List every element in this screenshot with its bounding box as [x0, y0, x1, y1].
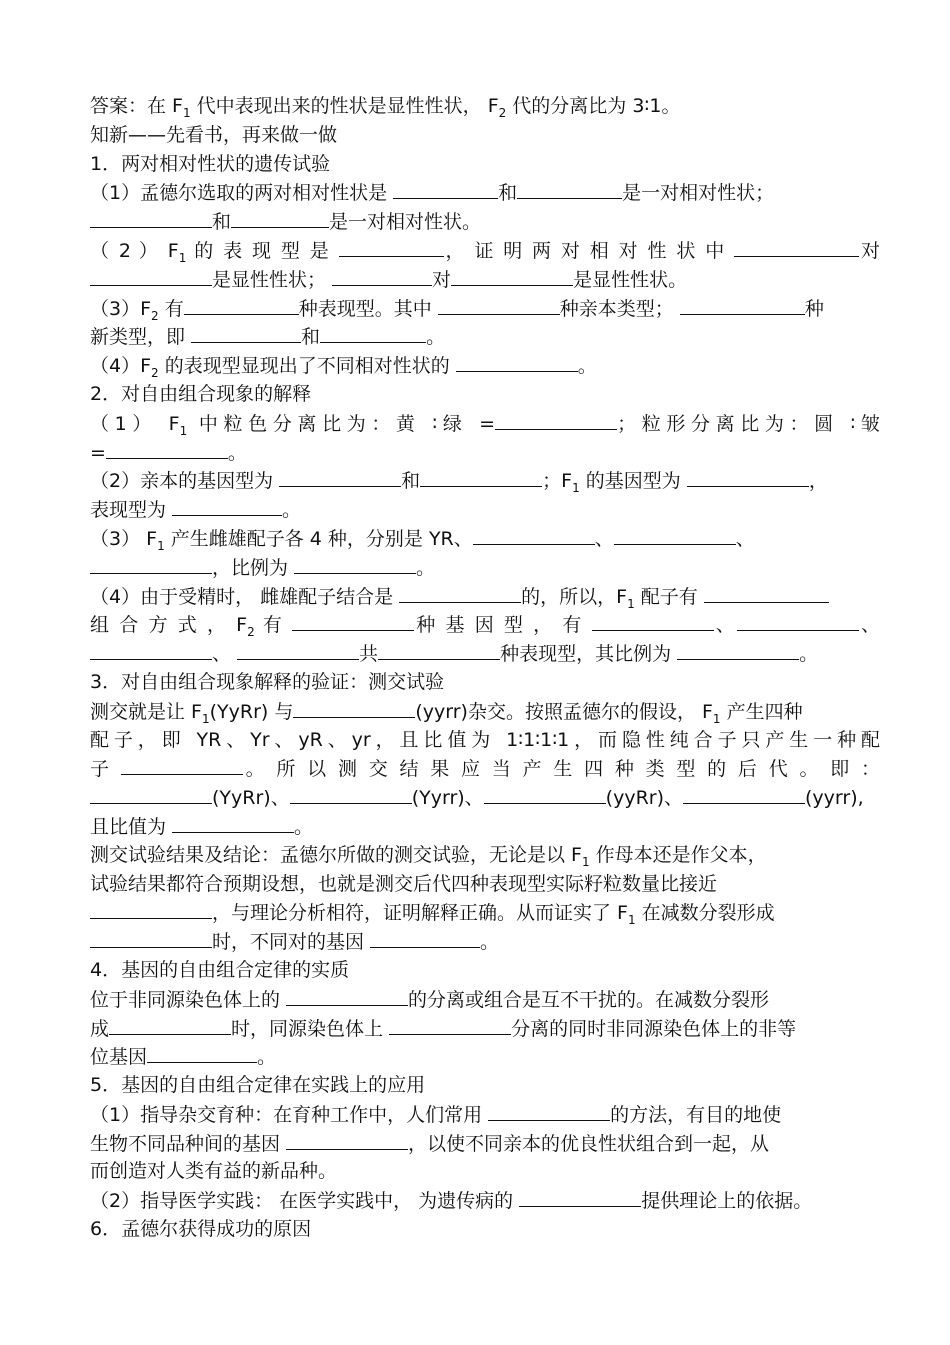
text-segment: ，比例为 — [212, 556, 295, 579]
text-segment: 、 — [212, 643, 238, 666]
text-segment: 测交就是让 F — [90, 700, 202, 723]
subscript: 1 — [182, 105, 191, 120]
text-segment: 分离的同时非同源染色体上的非等 — [511, 1017, 797, 1040]
text-segment: 时，不同对的基因 — [212, 931, 371, 954]
blank-field[interactable] — [393, 178, 498, 199]
text-segment: 有 — [254, 614, 293, 637]
blank-field[interactable] — [734, 236, 859, 257]
text-segment: （1）指导杂交育种：在育种工作中，人们常用 — [90, 1103, 489, 1126]
text-line — [90, 812, 880, 841]
text-line — [90, 380, 880, 409]
blank-field[interactable] — [704, 582, 829, 603]
text-segment: 的方法，有目的地使 — [610, 1103, 782, 1126]
subscript: 1 — [201, 711, 210, 726]
text-segment: 种 基 因 型 ， 有 — [414, 614, 592, 637]
text-segment: 组 合 方 式 ， F — [90, 614, 248, 637]
text-line — [90, 553, 880, 582]
blank-field[interactable] — [292, 610, 414, 631]
text-line — [90, 178, 880, 207]
text-segment: (YyRr)、 — [212, 787, 290, 810]
blank-field[interactable] — [231, 207, 329, 228]
subscript: 1 — [179, 423, 188, 438]
text-line — [90, 754, 880, 783]
blank-field[interactable] — [191, 322, 301, 343]
text-segment: (yyrr), — [805, 787, 864, 810]
text-line — [90, 92, 880, 121]
text-segment: 。 — [577, 355, 597, 378]
text-segment: ，与理论分析相符，证明解释正确。从而证实了 F — [212, 902, 628, 925]
blank-field[interactable] — [378, 639, 500, 660]
text-segment: 新类型，即 — [90, 326, 192, 349]
text-segment: 时，同源染色体上 — [231, 1017, 390, 1040]
blank-field[interactable] — [389, 1014, 511, 1035]
text-line — [90, 1014, 880, 1043]
subscript: 1 — [712, 711, 721, 726]
subscript: 1 — [581, 854, 590, 869]
text-segment: 产生雌雄配子各 4 种，分别是 YR、 — [164, 527, 473, 550]
text-line — [90, 466, 880, 495]
text-segment: 4．基因的自由组合定律的实质 — [90, 958, 350, 981]
text-segment: （4）F — [90, 355, 152, 378]
text-segment: 成 — [90, 1017, 110, 1040]
text-segment: 的 表 现 型 是 — [186, 239, 339, 262]
text-segment: （1）孟德尔选取的两对相对性状是 — [90, 182, 394, 205]
text-segment: = — [90, 441, 106, 464]
text-segment: 、 — [594, 527, 614, 550]
text-segment: 。 — [282, 499, 302, 522]
text-segment: ；粒形分离比为：圆 ∶皱 — [617, 412, 880, 435]
text-line — [90, 121, 880, 150]
text-segment: （4）由于受精时， 雌雄配子结合是 — [90, 585, 400, 608]
text-segment: 、 — [858, 614, 880, 637]
text-segment: 测交试验结果及结论：孟德尔所做的测交试验，无论是以 F — [90, 843, 582, 866]
text-segment: 2．对自由组合现象的解释 — [90, 382, 312, 405]
blank-field[interactable] — [90, 553, 212, 574]
text-line — [90, 985, 880, 1014]
subscript: 2 — [498, 105, 507, 120]
text-segment: (yyRr)、 — [605, 787, 683, 810]
text-segment: 代中表现出来的性状是显性性状， F — [190, 95, 499, 117]
text-segment: （3） F — [90, 527, 158, 550]
text-segment: 种 — [804, 297, 824, 320]
text-segment: （1） F — [90, 412, 180, 435]
blank-field[interactable] — [420, 466, 542, 487]
blank-field[interactable] — [290, 783, 412, 804]
subscript: 1 — [157, 538, 165, 553]
blank-field[interactable] — [473, 524, 595, 545]
text-line — [90, 870, 880, 899]
blank-field[interactable] — [90, 639, 212, 660]
blank-field[interactable] — [90, 207, 212, 228]
text-segment: （3）F — [90, 297, 152, 320]
text-segment: 表现型为 — [90, 499, 173, 522]
text-segment: 。 — [480, 931, 500, 954]
text-line — [90, 668, 880, 697]
text-line — [90, 956, 880, 985]
text-line — [90, 1071, 880, 1100]
text-segment: 。 — [416, 556, 436, 579]
text-segment: 对 — [432, 268, 452, 291]
text-line — [90, 726, 880, 755]
text-segment: 有 — [158, 297, 184, 320]
text-segment: 种亲本类型； — [559, 297, 680, 320]
text-segment: ；F — [542, 470, 573, 493]
text-segment: 生物不同品种间的基因 — [90, 1132, 287, 1155]
text-line — [90, 409, 880, 438]
blank-field[interactable] — [172, 495, 282, 516]
blank-field[interactable] — [456, 351, 578, 372]
blank-field[interactable] — [687, 466, 809, 487]
text-segment: 子 — [90, 758, 121, 781]
blank-field[interactable] — [320, 322, 426, 343]
text-segment: (YyRr) 与 — [209, 700, 294, 723]
text-segment: 知新——先看书，再来做一做 — [90, 123, 338, 146]
text-segment: ，以使不同亲本的优良性状组合到一起，从 — [408, 1132, 770, 1155]
text-segment: （2）指导医学实践： 在医学实践中， 为遗传病的 — [90, 1190, 520, 1213]
text-line — [90, 697, 880, 726]
text-segment: 位基因 — [90, 1046, 148, 1069]
text-segment: 。 — [257, 1046, 277, 1069]
subscript: 2 — [247, 625, 255, 640]
text-segment: 种表现型。其中 — [298, 297, 438, 320]
subscript: 2 — [151, 308, 159, 323]
subscript: 1 — [627, 913, 636, 928]
blank-field[interactable] — [370, 927, 480, 948]
blank-field[interactable] — [519, 1186, 641, 1207]
text-segment: 的分离或组合是互不干扰的。在减数分裂形 — [408, 988, 770, 1011]
blank-field[interactable] — [737, 610, 859, 631]
document-body — [90, 92, 880, 1244]
text-segment: 和 — [212, 211, 232, 234]
text-segment: 、 — [713, 614, 737, 637]
text-line — [90, 783, 880, 812]
text-segment: 是一对相对性状； — [622, 182, 775, 205]
text-line — [90, 524, 880, 553]
blank-field[interactable] — [677, 639, 799, 660]
blank-field[interactable] — [592, 610, 714, 631]
text-segment: 1．两对相对性状的遗传试验 — [90, 152, 331, 175]
text-segment: ， 证 明 两 对 相 对 性 状 中 — [443, 239, 735, 262]
text-segment: 答案：在 F — [90, 95, 183, 117]
blank-field[interactable] — [109, 1014, 231, 1035]
blank-field[interactable] — [683, 783, 805, 804]
text-segment: 位于非同源染色体上的 — [90, 988, 287, 1011]
text-line — [90, 1186, 880, 1215]
blank-field[interactable] — [172, 812, 294, 833]
text-line — [90, 294, 880, 323]
text-segment: 作母本还是作父本， — [589, 843, 767, 866]
text-line — [90, 322, 880, 351]
blank-field[interactable] — [399, 582, 521, 603]
text-segment: 6．孟德尔获得成功的原因 — [90, 1218, 312, 1241]
text-line — [90, 582, 880, 611]
text-line — [90, 1100, 880, 1129]
text-segment: 。 — [799, 643, 819, 666]
subscript: 2 — [151, 365, 159, 380]
blank-field[interactable] — [339, 236, 444, 257]
text-line — [90, 495, 880, 524]
blank-field[interactable] — [279, 466, 401, 487]
subscript: 1 — [178, 250, 187, 265]
text-segment: 试验结果都符合预期设想，也就是测交后代四种表现型实际籽粒数量比接近 — [90, 872, 718, 895]
blank-field[interactable] — [517, 178, 622, 199]
text-line — [90, 351, 880, 380]
text-line — [90, 1129, 880, 1158]
text-line — [90, 610, 880, 639]
text-segment: (yyrr)杂交。按照孟德尔的假设， F — [415, 700, 713, 723]
text-line — [90, 1042, 880, 1071]
text-segment: 和 — [301, 326, 321, 349]
text-segment: 配子有 — [634, 585, 704, 608]
subscript: 1 — [627, 596, 635, 611]
text-segment: 。 — [426, 326, 446, 349]
text-line — [90, 438, 880, 467]
text-segment: 提供理论上的依据。 — [641, 1190, 813, 1213]
text-segment: 而创造对人类有益的新品种。 — [90, 1160, 338, 1183]
text-segment: 的，所以，F — [521, 585, 628, 608]
blank-field[interactable] — [680, 294, 805, 315]
blank-field[interactable] — [90, 898, 212, 919]
blank-field[interactable] — [286, 985, 408, 1006]
blank-field[interactable] — [438, 294, 560, 315]
blank-field[interactable] — [495, 409, 617, 430]
text-segment: 和 — [498, 182, 518, 205]
blank-field[interactable] — [121, 754, 243, 775]
text-line — [90, 1215, 880, 1244]
blank-field[interactable] — [451, 265, 573, 286]
text-segment: （2）亲本的基因型为 — [90, 470, 280, 493]
blank-field[interactable] — [488, 1100, 610, 1121]
blank-field[interactable] — [90, 927, 212, 948]
text-line — [90, 1157, 880, 1186]
text-line — [90, 150, 880, 179]
blank-field[interactable] — [286, 1129, 408, 1150]
text-segment: 代的分离比为 3∶1。 — [506, 95, 681, 117]
blank-field[interactable] — [147, 1042, 257, 1063]
text-segment: (Yyrr)、 — [411, 787, 484, 810]
text-segment: （ 2 ） F — [90, 239, 179, 262]
text-segment: 且比值为 — [90, 815, 173, 838]
blank-field[interactable] — [293, 697, 415, 718]
blank-field[interactable] — [184, 294, 299, 315]
text-line — [90, 236, 880, 265]
text-segment: 是显性性状。 — [573, 268, 688, 291]
text-segment: 在减数分裂形成 — [635, 902, 775, 925]
text-segment: 5．基因的自由组合定律在实践上的应用 — [90, 1074, 426, 1097]
text-line — [90, 639, 880, 668]
blank-field[interactable] — [90, 783, 212, 804]
text-segment: 的表现型显现出了不同相对性状的 — [158, 355, 456, 378]
text-line — [90, 898, 880, 927]
text-segment: 中粒色分离比为：黄 ∶绿 = — [187, 412, 496, 435]
text-segment: 3．对自由组合现象解释的验证：测交试验 — [90, 670, 445, 693]
blank-field[interactable] — [294, 553, 416, 574]
blank-field[interactable] — [614, 524, 736, 545]
blank-field[interactable] — [484, 783, 606, 804]
text-segment: 、 — [735, 527, 755, 550]
text-segment: 。 — [227, 441, 247, 464]
blank-field[interactable] — [332, 265, 432, 286]
text-segment: 配子，即 YR、Yr、yR、yr，且比值为 1∶1∶1∶1，而隐性纯合子只产生一种配 — [90, 728, 880, 751]
text-segment: 对 — [859, 239, 880, 262]
subscript: 1 — [572, 481, 580, 496]
text-segment: 是显性性状； — [212, 268, 333, 291]
text-segment: 产生四种 — [720, 700, 803, 723]
text-line — [90, 841, 880, 870]
text-line — [90, 207, 880, 236]
text-line — [90, 265, 880, 294]
text-segment: ， — [808, 470, 828, 493]
text-segment: 是一对相对性状。 — [329, 211, 482, 234]
text-segment: 种表现型，其比例为 — [500, 643, 678, 666]
blank-field[interactable] — [106, 438, 228, 459]
blank-field[interactable] — [90, 265, 212, 286]
text-line — [90, 927, 880, 956]
text-segment: 。 — [294, 815, 314, 838]
blank-field[interactable] — [237, 639, 359, 660]
text-segment: 共 — [359, 643, 379, 666]
text-segment: 和 — [401, 470, 421, 493]
text-segment: 的基因型为 — [579, 470, 687, 493]
text-segment: 。 所 以 测 交 结 果 应 当 产 生 四 种 类 型 的 后 代 。 即 ： — [242, 758, 880, 781]
